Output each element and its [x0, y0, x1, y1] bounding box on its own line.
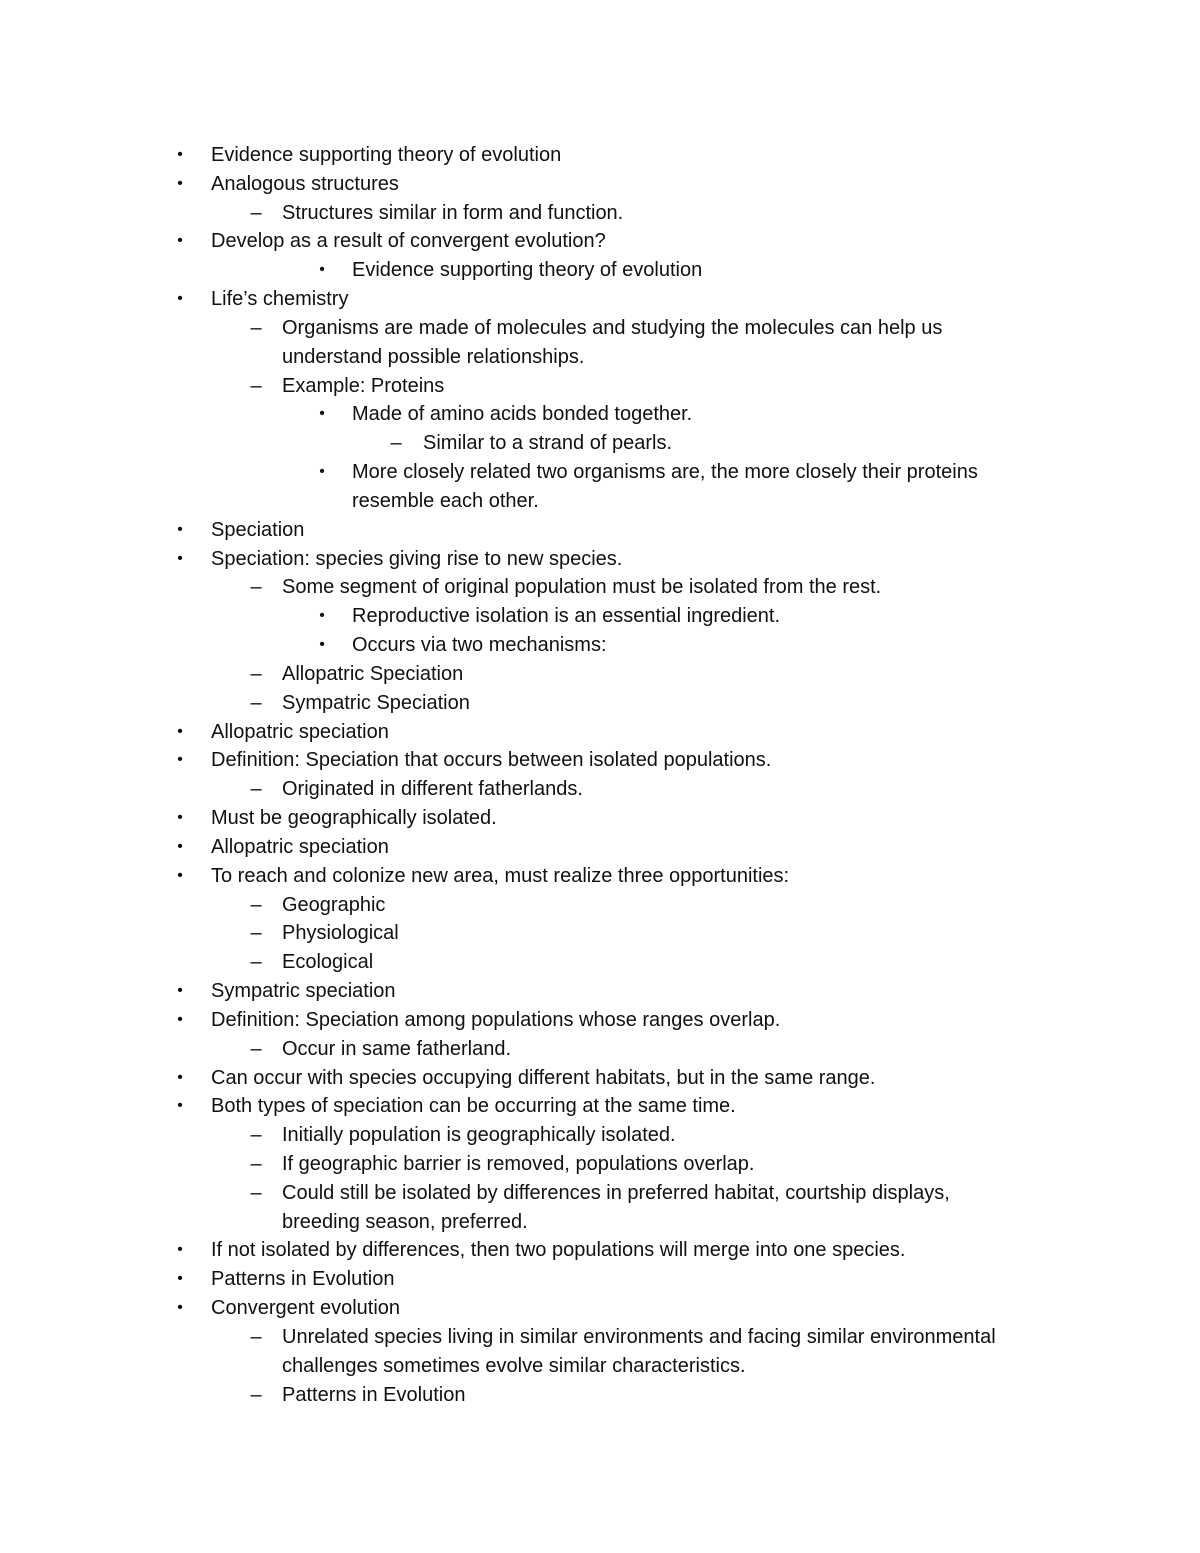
- outline-text: Evidence supporting theory of evolution: [352, 259, 703, 282]
- outline-text: More closely related two organisms are, the more closely their proteins: [352, 461, 978, 484]
- outline-line: [0, 919, 1200, 948]
- outline-line: [0, 516, 1200, 545]
- bullet-marker: •: [319, 636, 325, 654]
- outline-text: Evidence supporting theory of evolution: [211, 144, 562, 166]
- bullet-marker: •: [177, 549, 183, 567]
- outline-text: Some segment of original population must be isolated from the rest.: [282, 576, 882, 599]
- outline-text: Occur in same fatherland.: [282, 1037, 511, 1060]
- outline-text: Life’s chemistry: [211, 288, 349, 311]
- dash-marker: –: [390, 432, 402, 455]
- outline-line: [0, 1006, 1200, 1035]
- bullet-marker: •: [177, 982, 183, 1000]
- outline-text: Both types of speciation can be occurring at the same time.: [211, 1095, 736, 1118]
- outline-line: [0, 833, 1200, 862]
- bullet-marker: •: [177, 1010, 183, 1028]
- bullet-marker: •: [177, 1068, 183, 1086]
- outline-line: [0, 227, 1200, 256]
- outline-text: Made of amino acids bonded together.: [352, 403, 693, 426]
- outline-text: Convergent evolution: [211, 1297, 401, 1320]
- dash-marker: –: [250, 1037, 262, 1060]
- bullet-marker: •: [177, 1270, 183, 1288]
- dash-marker: –: [250, 1325, 262, 1348]
- outline-text: Speciation: [211, 518, 305, 541]
- bullet-marker: •: [177, 1299, 183, 1317]
- outline-line: [0, 660, 1200, 689]
- dash-marker: –: [250, 201, 262, 224]
- outline-text: understand possible relationships.: [282, 345, 585, 368]
- outline-line: [0, 170, 1200, 199]
- bullet-marker: •: [319, 607, 325, 625]
- outline-text: Could still be isolated by differences in preferred habitat, courtship displays,: [282, 1181, 950, 1204]
- outline-line: [0, 545, 1200, 574]
- outline-text: Organisms are made of molecules and studying the molecules can help us: [282, 316, 943, 339]
- outline-text: Can occur with species occupying different habitats, but in the same range.: [211, 1066, 876, 1089]
- outline-text: Similar to a strand of pearls.: [423, 432, 672, 455]
- outline-line: [0, 141, 1200, 170]
- dash-marker: –: [250, 893, 262, 916]
- outline-line: [0, 1236, 1200, 1265]
- outline-line: [0, 314, 1200, 343]
- outline-line: [0, 977, 1200, 1006]
- outline-line: [0, 429, 1200, 458]
- outline-line: [0, 1092, 1200, 1121]
- outline-line: [0, 804, 1200, 833]
- outline-line: [0, 458, 1200, 487]
- outline-line: [0, 948, 1200, 977]
- outline-text: Definition: Speciation that occurs between isolated populations.: [211, 749, 772, 772]
- outline-line: [0, 573, 1200, 602]
- dash-marker: –: [250, 951, 262, 974]
- outline-line: [0, 372, 1200, 401]
- outline-line: [0, 1294, 1200, 1323]
- outline-text: breeding season, preferred.: [282, 1210, 528, 1233]
- bullet-marker: •: [177, 837, 183, 855]
- outline-line: [0, 1381, 1200, 1410]
- outline-line: [0, 891, 1200, 920]
- dash-marker: –: [250, 576, 262, 599]
- outline-text: Occurs via two mechanisms:: [352, 634, 607, 657]
- outline-text: Reproductive isolation is an essential ingredient.: [352, 605, 781, 628]
- outline-text: Initially population is geographically isolated.: [282, 1124, 676, 1147]
- outline-text: Allopatric speciation: [211, 835, 389, 858]
- bullet-marker: •: [177, 290, 183, 308]
- outline-line: [0, 775, 1200, 804]
- bullet-marker: •: [177, 174, 183, 192]
- dash-marker: –: [250, 778, 262, 801]
- outline-text: Sympatric speciation: [211, 980, 396, 1003]
- outline-text: Patterns in Evolution: [282, 1383, 466, 1406]
- outline-line: [0, 1265, 1200, 1294]
- outline-text: Physiological: [282, 922, 399, 945]
- dash-marker: –: [250, 1152, 262, 1175]
- bullet-marker: •: [319, 405, 325, 423]
- outline-text: Develop as a result of convergent evolution?: [211, 230, 606, 253]
- bullet-marker: •: [177, 1241, 183, 1259]
- outline-text: resemble each other.: [352, 489, 539, 512]
- bullet-marker: •: [177, 520, 183, 538]
- outline-text: challenges sometimes evolve similar characteristics.: [282, 1354, 746, 1377]
- bullet-marker: •: [177, 1097, 183, 1115]
- dash-marker: –: [250, 922, 262, 945]
- dash-marker: –: [250, 316, 262, 339]
- outline-text: Patterns in Evolution: [211, 1268, 395, 1291]
- dash-marker: –: [250, 374, 262, 397]
- outline-text: If not isolated by differences, then two populations will merge into one species.: [211, 1239, 906, 1262]
- outline-line: [0, 1179, 1200, 1208]
- outline-text: Must be geographically isolated.: [211, 807, 497, 830]
- outline-text: Unrelated species living in similar environments and facing similar environmental: [282, 1325, 996, 1348]
- outline-line: [0, 1150, 1200, 1179]
- outline-line: [0, 343, 1200, 372]
- outline-text: Structures similar in form and function.: [282, 201, 624, 224]
- outline-line: [0, 746, 1200, 775]
- outline-text: Sympatric Speciation: [282, 691, 470, 714]
- outline-line: [0, 1121, 1200, 1150]
- bullet-marker: •: [177, 146, 183, 163]
- bullet-marker: •: [319, 463, 325, 481]
- bullet-marker: •: [177, 809, 183, 827]
- dash-marker: –: [250, 691, 262, 714]
- outline-line: [0, 400, 1200, 429]
- dash-marker: –: [250, 1124, 262, 1147]
- bullet-marker: •: [319, 261, 325, 279]
- outline-line: [0, 602, 1200, 631]
- dash-marker: –: [250, 1181, 262, 1204]
- outline-text: Allopatric speciation: [211, 720, 389, 743]
- outline-line: [0, 1064, 1200, 1093]
- outline-text: If geographic barrier is removed, populations overlap.: [282, 1152, 755, 1175]
- outline-text: To reach and colonize new area, must realize three opportunities:: [211, 864, 790, 887]
- dash-marker: –: [250, 662, 262, 685]
- outline-text: Geographic: [282, 893, 386, 916]
- outline-text: Allopatric Speciation: [282, 662, 464, 685]
- outline-line: [0, 256, 1200, 285]
- outline-line: [0, 1323, 1200, 1352]
- bullet-marker: •: [177, 751, 183, 769]
- outline-line: [0, 487, 1200, 516]
- dash-marker: –: [250, 1383, 262, 1406]
- outline-line: [0, 1352, 1200, 1381]
- bullet-marker: •: [177, 722, 183, 740]
- outline-line: [0, 862, 1200, 891]
- outline-line: [0, 718, 1200, 747]
- outline-text: Originated in different fatherlands.: [282, 778, 583, 801]
- outline-text: Ecological: [282, 951, 374, 974]
- outline-line: [0, 1208, 1200, 1237]
- outline-line: [0, 1035, 1200, 1064]
- outline-text: Speciation: species giving rise to new species.: [211, 547, 623, 570]
- bullet-marker: •: [177, 866, 183, 884]
- outline-text: Example: Proteins: [282, 374, 445, 397]
- outline-line: [0, 631, 1200, 660]
- bullet-marker: •: [177, 232, 183, 250]
- outline-line: [0, 199, 1200, 228]
- document-page: [0, 141, 1200, 1409]
- outline-text: Analogous structures: [211, 172, 399, 195]
- outline-line: [0, 689, 1200, 718]
- outline-line: [0, 285, 1200, 314]
- outline-text: Definition: Speciation among populations whose ranges overlap.: [211, 1008, 781, 1031]
